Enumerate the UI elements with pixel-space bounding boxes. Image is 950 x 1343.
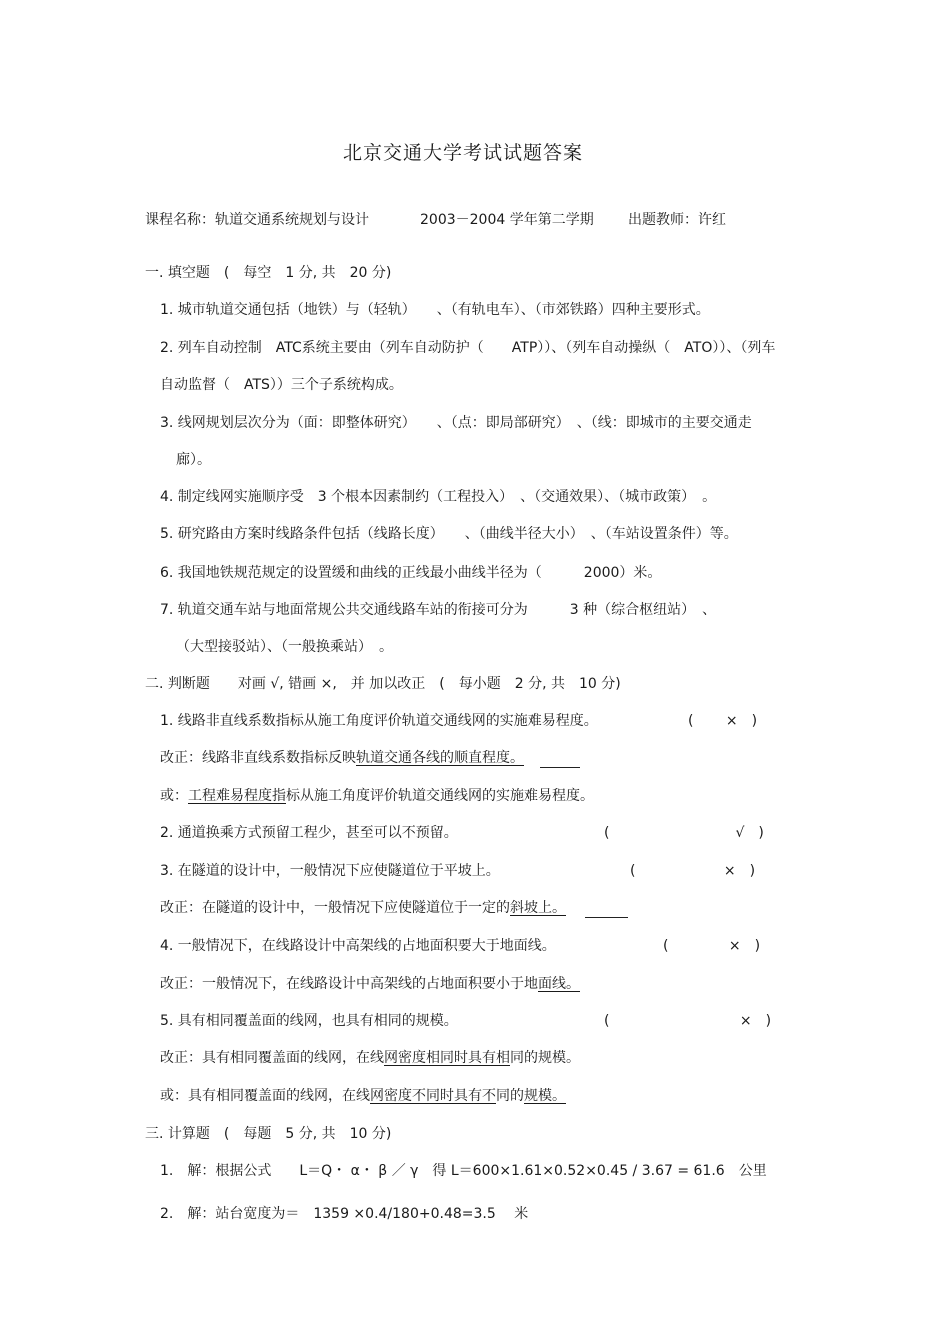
page-title: 北京交通大学考试试题答案 bbox=[343, 142, 584, 164]
section-true-false-heading: 二. 判断题 对画 √, 错画 ×, 并 加以改正 ( 每小题 2 分, 共 10 分) bbox=[145, 676, 621, 692]
correction-text: 改正：具有相同覆盖面的线网，在线 bbox=[160, 1050, 384, 1066]
fill-blank-q4: 4. 制定线网实施顺序受 3 个根本因素制约（工程投入） 、（交通效果）、（城市政策） 。 bbox=[160, 489, 717, 505]
academic-term: 2003－2004 学年第二学期 bbox=[420, 212, 594, 228]
fill-blank-q7-line2: （大型接驳站）、（一般换乘站） 。 bbox=[176, 639, 393, 655]
alternative-underlined: 规模。 bbox=[524, 1088, 566, 1104]
correction-underlined: 面线。 bbox=[538, 976, 580, 992]
correction-text: 同的规模。 bbox=[510, 1050, 580, 1066]
alternative-text: 或：具有相同覆盖面的线网，在线 bbox=[160, 1088, 370, 1104]
fill-blank-q2-line2: 自动监督（ ATS））三个子系统构成。 bbox=[160, 377, 403, 393]
alternative-text: 同的 bbox=[496, 1088, 524, 1104]
fill-blank-q1: 1. 城市轨道交通包括（地铁）与（轻轨） 、（有轨电车）、（市郊铁路）四种主要形式。 bbox=[160, 302, 710, 318]
true-false-q4-answer: ( × ) bbox=[663, 938, 761, 954]
section-fill-blank-heading: 一. 填空题 ( 每空 1 分, 共 20 分) bbox=[145, 265, 392, 281]
true-false-q1-alternative bbox=[160, 787, 594, 805]
alternative-prefix: 或： bbox=[160, 788, 188, 804]
true-false-q1-correction bbox=[160, 749, 524, 767]
correction-underlined: 斜坡上。 bbox=[510, 900, 566, 916]
correction-text: 改正：线路非直线系数指标反映 bbox=[160, 750, 356, 766]
alternative-underlined: 网密度不同时具有不 bbox=[370, 1088, 496, 1104]
calculation-answer-2: 2. 解：站台宽度为＝ 1359 ×0.4/180+0.48=3.5 米 bbox=[160, 1206, 529, 1222]
true-false-q1: 1. 线路非直线系数指标从施工角度评价轨道交通线网的实施难易程度。 bbox=[160, 713, 598, 729]
true-false-q4: 4. 一般情况下，在线路设计中高架线的占地面积要大于地面线。 bbox=[160, 938, 556, 954]
calculation-answer-1: 1. 解：根据公式 L＝Q・ α・ β ／ γ 得 L＝600×1.61×0.52×0.45 / 3.67 = 61.6 公里 bbox=[160, 1163, 767, 1179]
fill-blank-q5: 5. 研究路由方案时线路条件包括（线路长度） 、（曲线半径大小） 、（车站设置条件）等。 bbox=[160, 526, 738, 542]
fill-blank-q3-line2: 廊）。 bbox=[176, 452, 211, 468]
true-false-q5-answer: ( × ) bbox=[604, 1013, 772, 1029]
underline-rule bbox=[540, 767, 580, 768]
true-false-q4-correction bbox=[160, 975, 580, 993]
correction-underlined: 网密度相同时具有相 bbox=[384, 1050, 510, 1066]
fill-blank-q2-line1: 2. 列车自动控制 ATC系统主要由（列车自动防护（ ATP））、（列车自动操纵（ ATO））、（列车 bbox=[160, 340, 776, 356]
true-false-q5-correction bbox=[160, 1049, 580, 1067]
underline-rule bbox=[585, 917, 628, 918]
fill-blank-q7-line1: 7. 轨道交通车站与地面常规公共交通线路车站的衔接可分为 3 种（综合枢纽站） 、 bbox=[160, 602, 717, 618]
course-name: 课程名称：轨道交通系统规划与设计 bbox=[145, 212, 369, 228]
teacher-name: 出题教师：许红 bbox=[628, 212, 726, 228]
true-false-q2-answer: ( √ ) bbox=[604, 825, 764, 841]
correction-underlined: 轨道交通各线的顺直程度。 bbox=[356, 750, 524, 766]
correction-text: 改正：一般情况下，在线路设计中高架线的占地面积要小于地 bbox=[160, 976, 538, 992]
true-false-q3: 3. 在隧道的设计中，一般情况下应使隧道位于平坡上。 bbox=[160, 863, 500, 879]
section-calculation-heading: 三. 计算题 ( 每题 5 分, 共 10 分) bbox=[145, 1126, 392, 1142]
alternative-underlined: 工程难易程度指 bbox=[188, 788, 286, 804]
true-false-q5-alternative bbox=[160, 1087, 566, 1105]
true-false-q3-answer: ( × ) bbox=[630, 863, 756, 879]
fill-blank-q6: 6. 我国地铁规范规定的设置缓和曲线的正线最小曲线半径为（ 2000）米。 bbox=[160, 565, 662, 581]
true-false-q5: 5. 具有相同覆盖面的线网，也具有相同的规模。 bbox=[160, 1013, 458, 1029]
true-false-q2: 2. 通道换乘方式预留工程少，甚至可以不预留。 bbox=[160, 825, 458, 841]
true-false-q1-answer: ( × ) bbox=[688, 713, 758, 729]
alternative-text: 标从施工角度评价轨道交通线网的实施难易程度。 bbox=[286, 788, 594, 804]
correction-text: 改正：在隧道的设计中，一般情况下应使隧道位于一定的 bbox=[160, 900, 510, 916]
fill-blank-q3-line1: 3. 线网规划层次分为（面：即整体研究） 、（点：即局部研究） 、（线：即城市的主要交通走 bbox=[160, 415, 752, 431]
true-false-q3-correction bbox=[160, 899, 566, 917]
